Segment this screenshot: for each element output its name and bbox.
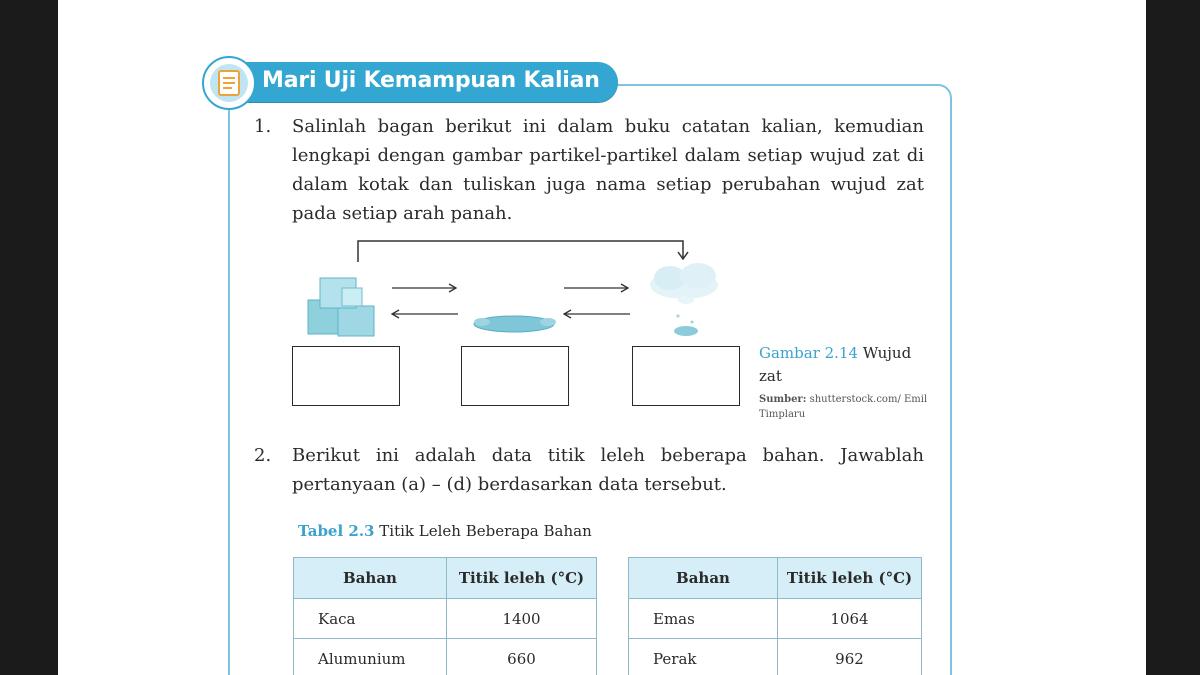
table-row: [629, 639, 922, 675]
question-2-text: Berikut ini adalah data titik leleh beberapa bahan. Jawablah pertanyaan (a) – (d) berdasarkan data tersebut.: [292, 445, 924, 495]
figure-caption: [759, 342, 929, 388]
table-caption-text: Titik Leleh Beberapa Bahan: [379, 522, 592, 540]
table-label: Tabel 2.3: [298, 522, 375, 540]
table-row: [629, 599, 922, 639]
melting-point-cell: 1064: [778, 599, 922, 639]
section-title: Mari Uji Kemampuan Kalian: [262, 68, 600, 93]
melting-point-cell: 1400: [447, 599, 597, 639]
question-1-text: Salinlah bagan berikut ini dalam buku catatan kalian, kemudian lengkapi dengan gambar partikel-partikel dalam setiap wujud zat di dalam kotak dan tuliskan juga nama setiap perubahan wujud zat pada setiap arah panah.: [292, 116, 924, 224]
solid-particle-box: [292, 346, 400, 406]
ice-cubes-icon: [308, 278, 374, 336]
melting-point-cell: 962: [778, 639, 922, 675]
table-header: Bahan: [629, 558, 778, 599]
figure-caption-text: Wujud zat: [759, 344, 912, 385]
figure-source-label: Sumber:: [759, 394, 807, 405]
melting-point-cell: 660: [447, 639, 597, 675]
table-row: [294, 599, 597, 639]
question-1-number: 1.: [254, 116, 272, 137]
sublimation-arrow: [358, 241, 683, 262]
material-cell: Kaca: [294, 599, 447, 639]
table-header: Titik leleh (°C): [778, 558, 922, 599]
material-cell: Alumunium: [294, 639, 447, 675]
melting-point-table-right: [628, 557, 922, 675]
question-2-number: 2.: [254, 445, 272, 466]
water-vapor-cloud-icon: [650, 263, 718, 336]
states-of-matter-diagram: [58, 0, 1146, 675]
material-cell: Perak: [629, 639, 778, 675]
table-header: Titik leleh (°C): [447, 558, 597, 599]
material-cell: Emas: [629, 599, 778, 639]
melting-point-table-left: [293, 557, 597, 675]
table-row: [294, 639, 597, 675]
figure-label: Gambar 2.14: [759, 344, 859, 362]
figure-source-text: shutterstock.com/ Emil Timplaru: [759, 394, 928, 420]
book-page: [58, 0, 1146, 675]
water-puddle-icon: [474, 316, 556, 332]
liquid-particle-box: [461, 346, 569, 406]
figure-source: [759, 392, 929, 422]
table-header: Bahan: [294, 558, 447, 599]
table-caption: [298, 522, 592, 540]
gas-particle-box: [632, 346, 740, 406]
